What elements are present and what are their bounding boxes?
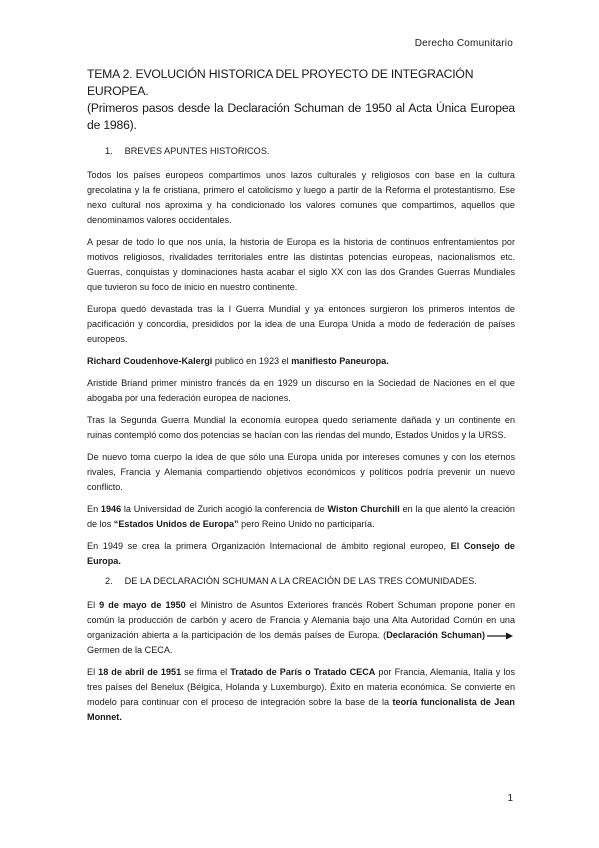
paragraph <box>87 502 515 532</box>
section-label: DE LA DECLARACIÓN SCHUMAN A LA CREACIÓN DE LAS TRES COMUNIDADES. <box>124 576 477 586</box>
paragraph: A pesar de todo lo que nos unía, la historia de Europa es la historia de continuos enfrentamientos por motivos religiosos, rivalidades territoriales entre las distintas potencias europeas, nacionalismos etc. Guerras, conquistas y dominaciones hasta acabar el siglo XX con las dos Grandes Guerras Mundiales que tuvieron su foco de inicio en nuestro continente. <box>87 237 515 292</box>
bold-text: Declaración Schuman) <box>386 630 485 640</box>
text: el Ministro de Asuntos Exteriores francés Robert Schuman propone poner en común la producción de carbón y acero de Francia y Alemania bajo una Alta Autoridad Común en una organización abierta a la participación de los demás países de Europa. ( <box>87 600 515 640</box>
bold-text: Tratado de París o Tratado CECA <box>230 667 376 677</box>
bold-text: 9 de mayo de 1950 <box>99 600 186 610</box>
paragraph: Europa quedó devastada tras la I Guerra Mundial y ya entonces surgieron los primeros intentos de pacificación y concordia, presididos por la idea de una Europa Unida a modo de federación de países europeos. <box>87 304 515 344</box>
section-label: BREVES APUNTES HISTORICOS. <box>124 146 270 156</box>
text: El <box>87 600 100 610</box>
section-heading-2 <box>105 576 515 586</box>
section-heading-1 <box>105 146 515 156</box>
text: En <box>87 504 101 514</box>
document-body <box>87 66 515 732</box>
text: El <box>87 667 99 677</box>
text: por Francia, Alemania, Italia y los tres países del Benelux (Bélgica, Holanda y Luxemburgo). Éxito en materia económica. Se convierte en modelo para continuar con el proceso de integración sobre la base de la <box>87 667 515 707</box>
bold-text: teoría funcionalista de Jean Monnet. <box>87 697 515 722</box>
bold-text: 1946 <box>100 504 122 514</box>
text: en la que alentó la creación de los <box>87 504 515 529</box>
paragraph <box>87 665 515 725</box>
arrow-right-icon <box>487 632 513 640</box>
bold-text: 18 de abril de 1951 <box>98 667 182 677</box>
bold-text: “Estados Unidos de Europa” <box>113 519 239 529</box>
paragraph <box>87 539 515 569</box>
bold-text: Richard Coudenhove-Kalergi <box>87 356 213 366</box>
text: la Universidad de Zurich acogió la conferencia de <box>121 504 328 514</box>
paragraph: De nuevo toma cuerpo la idea de que sólo una Europa unida por intereses comunes y con los eternos rivales, Francia y Alemania compartiendo objetivos económicos y políticos podría prevenir un nuevo conflicto. <box>87 452 515 492</box>
bold-text: El Consejo de Europa. <box>87 541 515 566</box>
text: pero Reino Unido no participaría. <box>238 519 375 529</box>
paragraph <box>87 354 515 369</box>
chapter-title <box>87 66 515 134</box>
title-subtitle: (Primeros pasos desde la Declaración Schuman de 1950 al Acta Única Europea de 1986). <box>87 101 515 132</box>
section-number: 2. <box>105 576 113 586</box>
running-header: Derecho Comunitario <box>414 38 513 49</box>
title-line: TEMA 2. EVOLUCIÓN HISTORICA DEL PROYECTO DE INTEGRACIÓN EUROPEA. <box>87 67 474 98</box>
text: En 1949 se crea la primera Organización Internacional de ámbito regional europeo, <box>87 541 451 551</box>
paragraph: Todos los países europeos compartimos unos lazos culturales y religiosos con base en la cultura grecolatina y la fe cristiana, primero el catolicismo y luego a partir de la Reforma el protestantismo. Ese nexo cultural nos aproxima y ha condicionado los valores comunes que compartimos, aquellos que denominamos valores occidentales. <box>87 170 515 225</box>
text: publicó en 1923 el <box>212 356 292 366</box>
paragraph: Tras la Segunda Guerra Mundial la economía europea quedo seriamente dañada y un continente en ruinas contempló como dos potencias se hacían con las riendas del mundo, Estados Unidos y la URSS. <box>87 415 515 440</box>
text: Germen de la CECA. <box>87 645 173 655</box>
paragraph <box>87 598 515 658</box>
bold-text: manifiesto Paneuropa. <box>291 356 389 366</box>
text: se firma el <box>181 667 231 677</box>
bold-text: Wiston Churchill <box>327 504 400 514</box>
page-number: 1 <box>507 793 513 804</box>
paragraph: Aristide Briand primer ministro francés da en 1929 un discurso en la Sociedad de Naciones en el que abogaba por una federación europea de naciones. <box>87 378 515 403</box>
section-number: 1. <box>105 146 113 156</box>
